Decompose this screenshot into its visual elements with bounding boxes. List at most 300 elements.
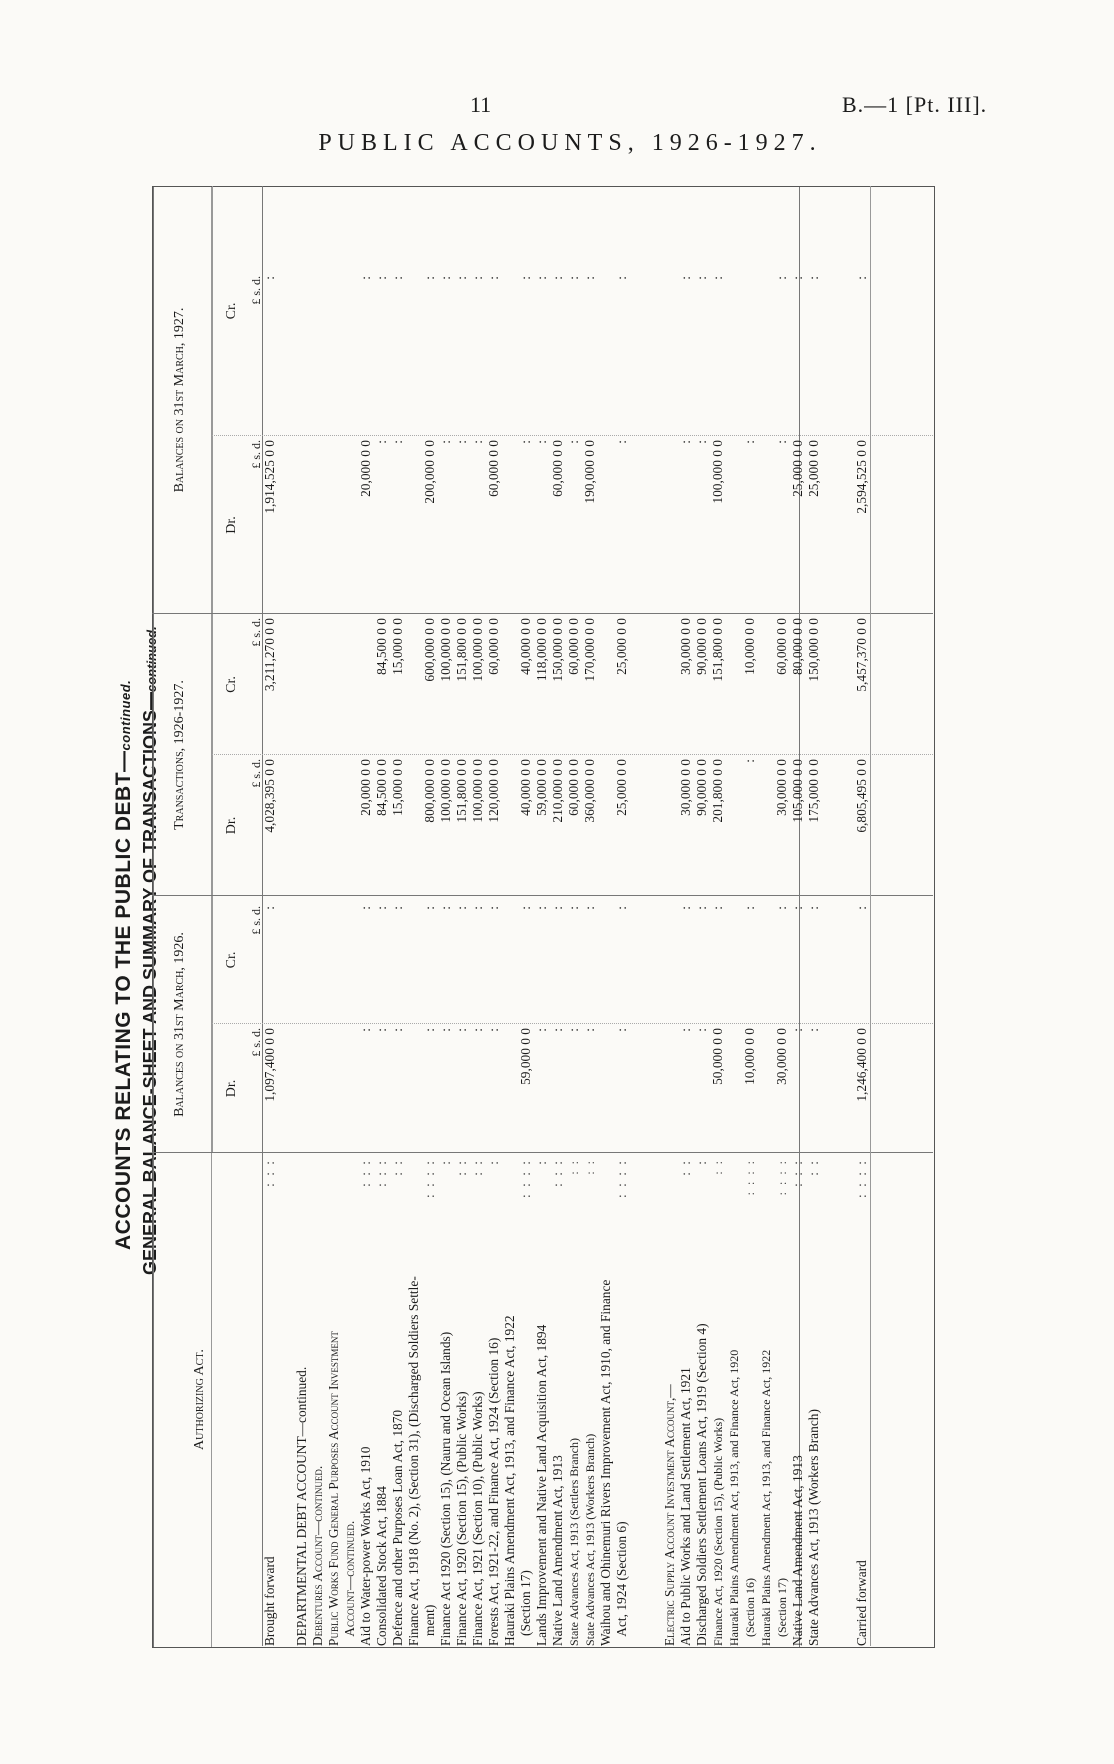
- table-row: [454, 1153, 470, 1646]
- leader-dots: : : :: [790, 1159, 805, 1187]
- balances-1926-cr-column: [249, 906, 870, 1024]
- cell-b27dr: [662, 440, 678, 614]
- cell-b26cr: [662, 906, 678, 1024]
- cell-b26dr: [406, 1028, 422, 1153]
- cell-tcr: [726, 618, 742, 755]
- subheader-divider: [212, 186, 213, 1153]
- cell-b26dr: :: [390, 1028, 405, 1032]
- cell-b27dr: [342, 440, 358, 614]
- cell-b26dr: :: [550, 1028, 565, 1032]
- cell-tdr: :: [742, 759, 757, 763]
- table-row: [406, 1153, 422, 1646]
- cell-b27dr: 190,000 0 0: [582, 440, 597, 504]
- cell-tdr: [342, 759, 358, 896]
- cell-b26cr: :: [806, 906, 821, 910]
- cell-b27dr: :: [694, 440, 709, 444]
- cell-tdr: 90,000 0 0: [694, 759, 709, 816]
- cell-b27dr: :: [518, 440, 533, 444]
- cell-b27dr: [294, 440, 310, 614]
- leader-dots: : :: [711, 1159, 725, 1175]
- cell-tcr: 60,000 0 0: [566, 618, 581, 675]
- cell-b27dr: :: [534, 440, 549, 444]
- cell-b26cr: :: [582, 906, 597, 910]
- cell-b26cr: [630, 906, 646, 1024]
- cell-tcr: 118,000 0 0: [534, 618, 549, 682]
- cell-b26dr: [630, 1028, 646, 1153]
- act-name: Account—continued.: [342, 1520, 357, 1646]
- cell-tcr: 151,800 0 0: [454, 618, 469, 682]
- cell-b27cr: [662, 276, 678, 436]
- heading2-suffix: continued.: [144, 626, 159, 692]
- cell-b26cr: :: [390, 906, 405, 910]
- cell-tdr: 360,000 0 0: [582, 759, 597, 823]
- table-row: [806, 1153, 822, 1646]
- table-row: [822, 1153, 838, 1646]
- cell-tcr: [822, 618, 838, 755]
- cell-tcr: 3,211,270 0 0: [262, 618, 277, 692]
- cell-tdr: 100,000 0 0: [470, 759, 485, 823]
- leader-dots: : : : :: [614, 1159, 629, 1198]
- page-title: PUBLIC ACCOUNTS, 1926-1927.: [318, 130, 822, 156]
- act-name: Finance Act, 1920 (Section 15), (Public Works): [711, 1417, 725, 1646]
- cell-b26cr: [342, 906, 358, 1024]
- cell-tdr: 151,800 0 0: [454, 759, 469, 823]
- units-label: £ s. d.: [249, 440, 263, 469]
- subheader-cr: Cr.: [224, 951, 239, 969]
- cell-tdr: [630, 759, 646, 896]
- act-name: Finance Act, 1918 (No. 2), (Section 31), (Discharged Soldiers Settle-: [406, 1276, 421, 1646]
- cell-b27cr: :: [806, 276, 821, 280]
- act-name: Hauraki Plains Amendment Act, 1913, and Finance Act, 1922: [502, 1315, 517, 1646]
- units-label: £ s. d.: [249, 618, 263, 647]
- cell-b26dr: :: [438, 1028, 453, 1032]
- cell-tcr: [598, 618, 614, 755]
- leader-dots: : : :: [374, 1159, 389, 1187]
- leader-dots: : :: [567, 1159, 581, 1175]
- cell-b27dr: [758, 440, 774, 614]
- cell-b27cr: :: [582, 276, 597, 280]
- units-label: £ s. d.: [249, 1028, 263, 1057]
- cell-b26cr: [310, 906, 326, 1024]
- act-name: Finance Act 1920 (Section 15), (Nauru and Ocean Islands): [438, 1331, 453, 1646]
- act-name: (Section 17): [518, 1570, 533, 1646]
- act-name: Act, 1924 (Section 6): [614, 1521, 629, 1646]
- cell-b27cr: :: [614, 276, 629, 280]
- table-row: [790, 1153, 806, 1646]
- cell-b27cr: [342, 276, 358, 436]
- cell-tdr: 100,000 0 0: [438, 759, 453, 823]
- cell-b27dr: [406, 440, 422, 614]
- page-code: B.—1 [Pt. III].: [842, 92, 988, 117]
- cell-b27dr: :: [566, 440, 581, 444]
- act-name: Consolidated Stock Act, 1884: [374, 1486, 389, 1646]
- units-label: £ s. d.: [249, 906, 263, 935]
- table-row: [342, 1153, 358, 1646]
- cell-b27dr: :: [470, 440, 485, 444]
- cell-b26dr: [662, 1028, 678, 1153]
- cell-b26cr: :: [566, 906, 581, 910]
- cell-b26cr: :: [486, 906, 501, 910]
- act-name: (Section 16): [743, 1578, 757, 1646]
- cell-tcr: [326, 618, 342, 755]
- cell-b26cr: [326, 906, 342, 1024]
- cell-b27cr: :: [374, 276, 389, 280]
- cell-tdr: [838, 759, 854, 896]
- cell-b26cr: :: [854, 906, 869, 910]
- cell-b27dr: [326, 440, 342, 614]
- cell-b27cr: :: [534, 276, 549, 280]
- table-row: [694, 1153, 710, 1646]
- subheader-dr: Dr.: [224, 516, 239, 534]
- act-name: Electric Supply Account Investment Account,—: [662, 1384, 677, 1646]
- table-row: [294, 1153, 310, 1646]
- cell-b27cr: :: [790, 276, 805, 280]
- cell-tdr: 40,000 0 0: [518, 759, 533, 816]
- total-divider: [870, 186, 871, 1646]
- cell-b27cr: [406, 276, 422, 436]
- act-name: (Section 17): [775, 1578, 789, 1646]
- subheader-cr: Cr.: [224, 676, 239, 693]
- leader-dots: :: [486, 1159, 501, 1165]
- cell-b27cr: :: [262, 276, 277, 280]
- cell-b27dr: :: [678, 440, 693, 444]
- table-row: [678, 1153, 694, 1646]
- cell-tdr: [758, 759, 774, 896]
- cell-b27dr: :: [438, 440, 453, 444]
- transactions-dr-column: [249, 759, 870, 896]
- cell-b27dr: 2,594,525 0 0: [854, 440, 869, 514]
- act-name: State Advances Act, 1913 (Workers Branch): [583, 1433, 597, 1646]
- cell-b27cr: :: [854, 276, 869, 280]
- cell-tcr: 15,000 0 0: [390, 618, 405, 675]
- cell-tdr: [406, 759, 422, 896]
- cell-b27dr: 60,000 0 0: [550, 440, 565, 497]
- cell-tcr: 10,000 0 0: [742, 618, 757, 675]
- cell-tcr: 60,000 0 0: [774, 618, 789, 675]
- cell-b27cr: :: [550, 276, 565, 280]
- cell-b27dr: :: [454, 440, 469, 444]
- cell-tcr: [278, 618, 294, 755]
- cell-tcr: [662, 618, 678, 755]
- cell-b26cr: :: [358, 906, 373, 910]
- cell-b27cr: [310, 276, 326, 436]
- cell-tcr: [294, 618, 310, 755]
- leader-dots: : :: [678, 1159, 693, 1176]
- cell-b26dr: [278, 1028, 294, 1153]
- cell-b27cr: [502, 276, 518, 436]
- table-row: [262, 1153, 278, 1646]
- leader-dots: : :: [583, 1159, 597, 1175]
- cell-b26dr: [646, 1028, 662, 1153]
- table-row: [518, 1153, 534, 1646]
- cell-tdr: [726, 759, 742, 896]
- act-name: Hauraki Plains Amendment Act, 1913, and Finance Act, 1920: [727, 1349, 741, 1646]
- cell-tdr: 6,805,495 0 0: [854, 759, 869, 833]
- balance-sheet-table: [152, 186, 933, 1646]
- table-row: [582, 1153, 598, 1646]
- cell-b27dr: [502, 440, 518, 614]
- cell-b26dr: :: [790, 1028, 805, 1032]
- cell-tdr: [278, 759, 294, 896]
- cell-tcr: 40,000 0 0: [518, 618, 533, 675]
- cell-b26dr: :: [374, 1028, 389, 1032]
- table-row: [550, 1153, 566, 1646]
- cell-b26dr: :: [534, 1028, 549, 1032]
- balances-1926-dr-column: [249, 1028, 870, 1153]
- act-name: Public Works Fund General Purposes Account Investment: [326, 1331, 341, 1646]
- act-name: Aid to Public Works and Land Settlement Act, 1921: [678, 1367, 693, 1646]
- cell-b26dr: :: [470, 1028, 485, 1032]
- cell-b27cr: :: [390, 276, 405, 280]
- cell-b27cr: [822, 276, 838, 436]
- table-row: [358, 1153, 374, 1646]
- cell-tcr: [310, 618, 326, 755]
- cell-b27cr: :: [470, 276, 485, 280]
- cell-tcr: 150,000 0 0: [550, 618, 565, 682]
- cell-b26dr: :: [454, 1028, 469, 1032]
- table-row: [438, 1153, 454, 1646]
- subheader-dr: Dr.: [224, 816, 239, 835]
- table-row: [646, 1153, 662, 1646]
- cell-b27dr: 1,914,525 0 0: [262, 440, 277, 514]
- cell-tcr: 5,457,370 0 0: [854, 618, 869, 692]
- act-name: State Advances Act, 1913 (Settlers Branch): [567, 1438, 581, 1646]
- leader-dots: : : : :: [775, 1159, 789, 1196]
- cell-b26cr: [838, 906, 854, 1024]
- cell-b27dr: 100,000 0 0: [710, 440, 725, 504]
- cell-tcr: 90,000 0 0: [694, 618, 709, 675]
- heading1-text: ACCOUNTS RELATING TO THE PUBLIC DEBT—: [112, 750, 135, 1250]
- leader-dots: :: [438, 1159, 453, 1165]
- subheader-dr: Dr.: [224, 1079, 239, 1098]
- cell-b27dr: 20,000 0 0: [358, 440, 373, 497]
- cell-b26dr: [342, 1028, 358, 1153]
- heading1-suffix: continued.: [118, 679, 133, 751]
- cell-b26cr: :: [710, 906, 725, 910]
- act-name: Waihou and Ohinemuri Rivers Improvement Act, 1910, and Finance: [598, 1279, 613, 1646]
- cell-tcr: 150,000 0 0: [806, 618, 821, 682]
- cell-tdr: 60,000 0 0: [566, 759, 581, 816]
- cell-tdr: 20,000 0 0: [358, 759, 373, 816]
- table-row: [310, 1153, 326, 1646]
- header-balances-1927: Balances on 31st March, 1927.: [172, 307, 187, 493]
- cell-tcr: [502, 618, 518, 755]
- cell-b27cr: :: [774, 276, 789, 280]
- cell-b26cr: :: [550, 906, 565, 910]
- cell-tdr: [502, 759, 518, 896]
- cell-b27cr: [598, 276, 614, 436]
- table-row: [422, 1153, 438, 1646]
- leader-dots: : :: [806, 1159, 821, 1176]
- cell-b27dr: :: [374, 440, 389, 444]
- cell-b26cr: [822, 906, 838, 1024]
- cell-tcr: 25,000 0 0: [614, 618, 629, 675]
- cell-b27cr: :: [358, 276, 373, 280]
- leader-dots: :: [534, 1159, 549, 1165]
- cell-tcr: [342, 618, 358, 755]
- table-row: [374, 1153, 390, 1646]
- cell-b27dr: :: [774, 440, 789, 444]
- cell-b27dr: [598, 440, 614, 614]
- cell-b26cr: [598, 906, 614, 1024]
- act-name: DEPARTMENTAL DEBT ACCOUNT—continued.: [294, 1366, 309, 1646]
- cell-tcr: 170,000 0 0: [582, 618, 597, 682]
- cell-b27dr: [310, 440, 326, 614]
- leader-dots: : : :: [262, 1159, 277, 1187]
- leader-dots: : :: [390, 1159, 405, 1176]
- cell-b26dr: :: [582, 1028, 597, 1032]
- cell-b27cr: [838, 276, 854, 436]
- cell-b26dr: 50,000 0 0: [710, 1028, 725, 1085]
- page-number: 11: [470, 92, 492, 117]
- table-row: [598, 1153, 614, 1646]
- act-name: Forests Act, 1921-22, and Finance Act, 1924 (Section 16): [486, 1337, 501, 1646]
- cell-b26dr: :: [614, 1028, 629, 1032]
- act-name: ment): [422, 1604, 437, 1646]
- cell-b27dr: [838, 440, 854, 614]
- cell-tdr: 105,000 0 0: [790, 759, 805, 823]
- act-name: Native Land Amendment Act, 1913: [550, 1455, 565, 1646]
- cell-b27cr: :: [678, 276, 693, 280]
- cell-tdr: [646, 759, 662, 896]
- act-name: Finance Act, 1921 (Section 10), (Public Works): [470, 1391, 485, 1646]
- cell-tdr: 84,500 0 0: [374, 759, 389, 816]
- table-row: [838, 1153, 854, 1646]
- cell-tdr: 210,000 0 0: [550, 759, 565, 823]
- table-row: [278, 1153, 294, 1646]
- cell-b26cr: :: [374, 906, 389, 910]
- cell-tdr: 800,000 0 0: [422, 759, 437, 823]
- cell-tdr: 59,000 0 0: [534, 759, 549, 816]
- table-row: [726, 1153, 742, 1646]
- leader-dots: : : : :: [854, 1159, 869, 1198]
- table-row: [854, 1153, 870, 1646]
- leader-dots: : :: [454, 1159, 469, 1176]
- balances-1927-cr-column: [249, 276, 870, 436]
- cell-b26dr: :: [566, 1028, 581, 1032]
- cell-b26dr: [838, 1028, 854, 1153]
- leader-dots: : :: [470, 1159, 485, 1176]
- cell-b26cr: :: [438, 906, 453, 910]
- cell-b27dr: [630, 440, 646, 614]
- table-row: [630, 1153, 646, 1646]
- subheader-cr: Cr.: [224, 302, 239, 320]
- header-balances-1926: Balances on 31st March, 1926.: [172, 932, 187, 1117]
- transactions-cr-column: [249, 618, 870, 755]
- heading-public-debt: [112, 680, 136, 1250]
- cell-tcr: 100,000 0 0: [470, 618, 485, 682]
- cell-b26dr: :: [694, 1028, 709, 1032]
- cell-b27dr: :: [390, 440, 405, 444]
- table-row: [774, 1153, 790, 1646]
- cell-b27dr: [278, 440, 294, 614]
- units-label: £ s. d.: [249, 276, 263, 305]
- cell-b27dr: :: [742, 440, 757, 444]
- cell-b26cr: :: [790, 906, 805, 910]
- cell-b27cr: [630, 276, 646, 436]
- cell-b26cr: :: [422, 906, 437, 910]
- cell-tcr: 80,000 0 0: [790, 618, 805, 675]
- cell-tcr: [646, 618, 662, 755]
- leader-dots: : : : :: [422, 1159, 437, 1198]
- cell-b27dr: 200,000 0 0: [422, 440, 437, 504]
- cell-b27cr: [326, 276, 342, 436]
- cell-b27cr: :: [518, 276, 533, 280]
- cell-tcr: 60,000 0 0: [486, 618, 501, 675]
- cell-b26dr: :: [486, 1028, 501, 1032]
- cell-b27dr: [822, 440, 838, 614]
- table-row: [534, 1153, 550, 1646]
- act-name: Carried forward: [854, 1560, 869, 1646]
- cell-b27dr: 60,000 0 0: [486, 440, 501, 497]
- cell-tdr: [662, 759, 678, 896]
- cell-b26cr: [646, 906, 662, 1024]
- cell-tcr: 84,500 0 0: [374, 618, 389, 675]
- cell-b26cr: [502, 906, 518, 1024]
- cell-tdr: [822, 759, 838, 896]
- header-transactions: Transactions, 1926-1927.: [172, 680, 187, 830]
- cell-b26cr: :: [678, 906, 693, 910]
- cell-b26cr: [758, 906, 774, 1024]
- cell-b26dr: :: [806, 1028, 821, 1032]
- cell-b26dr: 10,000 0 0: [742, 1028, 757, 1085]
- cell-tcr: [358, 618, 374, 755]
- cell-tdr: [326, 759, 342, 896]
- act-name: Brought forward: [262, 1556, 277, 1646]
- cell-tcr: 600,000 0 0: [422, 618, 437, 682]
- cell-b27dr: [646, 440, 662, 614]
- cell-tdr: 175,000 0 0: [806, 759, 821, 823]
- table-row: [502, 1153, 518, 1646]
- cell-tdr: 4,028,395 0 0: [262, 759, 277, 833]
- cell-b27cr: :: [422, 276, 437, 280]
- act-name: Native Land Amendment Act, 1913: [790, 1455, 805, 1646]
- cell-b27dr: [726, 440, 742, 614]
- cell-tdr: [598, 759, 614, 896]
- cell-b26dr: [726, 1028, 742, 1153]
- act-name: Hauraki Plains Amendment Act, 1913, and Finance Act, 1922: [759, 1349, 773, 1646]
- cell-b27dr: 25,000 0 0: [790, 440, 805, 497]
- cell-b27dr: :: [614, 440, 629, 444]
- table-row: [326, 1153, 342, 1646]
- cell-b26cr: :: [742, 906, 757, 910]
- cell-tdr: [310, 759, 326, 896]
- cell-b27cr: [646, 276, 662, 436]
- table-row: [710, 1153, 726, 1646]
- act-name: Lands Improvement and Native Land Acquisition Act, 1894: [534, 1324, 549, 1646]
- cell-tcr: [406, 618, 422, 755]
- act-name: State Advances Act, 1913 (Workers Branch): [806, 1409, 821, 1646]
- cell-tdr: 201,800 0 0: [710, 759, 725, 823]
- leader-dots: : : :: [550, 1159, 565, 1187]
- units-label: £ s. d.: [249, 759, 263, 788]
- cell-b27cr: :: [454, 276, 469, 280]
- leader-dots: : : : :: [743, 1159, 757, 1196]
- cell-b27cr: [726, 276, 742, 436]
- cell-b26cr: :: [454, 906, 469, 910]
- cell-b27cr: :: [566, 276, 581, 280]
- cell-b26cr: [726, 906, 742, 1024]
- cell-tdr: 30,000 0 0: [678, 759, 693, 816]
- cell-b26cr: :: [694, 906, 709, 910]
- cell-tcr: 151,800 0 0: [710, 618, 725, 682]
- cell-tdr: [294, 759, 310, 896]
- cell-b26dr: :: [358, 1028, 373, 1032]
- cell-b26cr: :: [774, 906, 789, 910]
- cell-b26cr: :: [614, 906, 629, 910]
- leader-dots: :: [694, 1159, 709, 1165]
- cell-b26dr: :: [678, 1028, 693, 1032]
